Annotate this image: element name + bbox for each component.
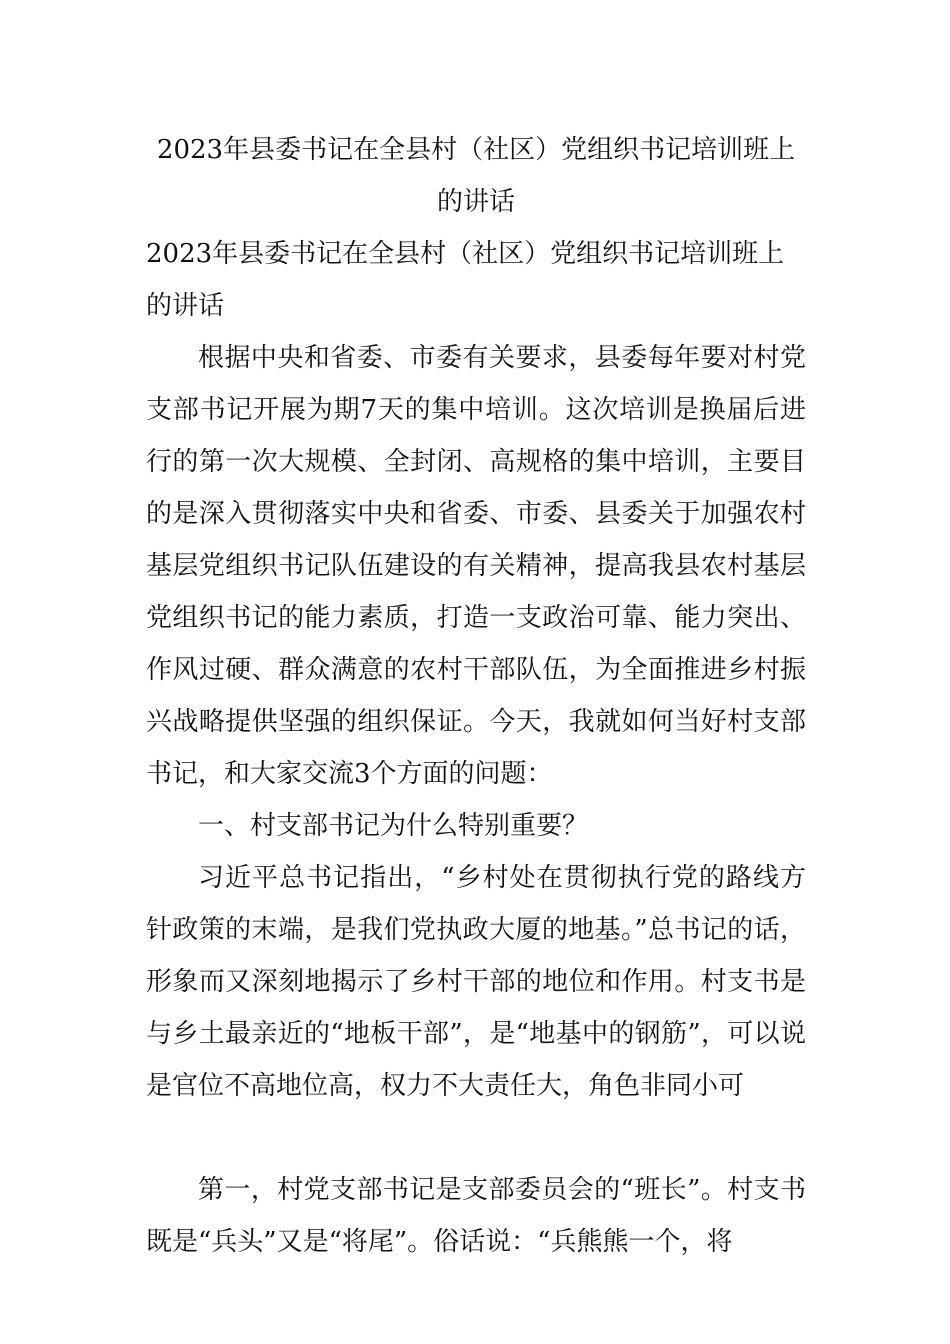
document-subtitle: 2023年县委书记在全县村（社区）党组织书记培训班上的讲话 bbox=[146, 239, 785, 321]
section-heading-1: 一、村支部书记为什么特别重要？ bbox=[198, 811, 589, 841]
paragraph-first-point: 第一，村党支部书记是支部委员会的“班长”。村支书既是“兵头”又是“将尾”。俗话说：“兵熊熊一个，将 bbox=[146, 1175, 806, 1257]
paragraph-quote: 习近平总书记指出，“乡村处在贯彻执行党的路线方针政策的末端，是我们党执政大厦的地基。”总书记的话，形象而又深刻地揭示了乡村干部的地位和作用。村支书是与乡土最亲近的“地板干部”，是“地基中的钢筋”，可以说是官位不高地位高，权力不大责任大，角色非同小可 bbox=[146, 863, 806, 1101]
paragraph-intro: 根据中央和省委、市委有关要求，县委每年要对村党支部书记开展为期7天的集中培训。这次培训是换届后进行的第一次大规模、全封闭、高规格的集中培训，主要目的是深入贯彻落实中央和省委、市委、县委关于加强农村基层党组织书记队伍建设的有关精神，提高我县农村基层党组织书记的能力素质，打造一支政治可靠、能力突出、作风过硬、群众满意的农村干部队伍，为全面推进乡村振兴战略提供坚强的组织保证。今天，我就如何当好村支部书记，和大家交流3个方面的问题： bbox=[146, 343, 806, 789]
paragraph-gap bbox=[146, 1112, 806, 1164]
document-page bbox=[146, 124, 806, 1268]
document-title: 2023年县委书记在全县村（社区）党组织书记培训班上的讲话 bbox=[156, 135, 796, 217]
